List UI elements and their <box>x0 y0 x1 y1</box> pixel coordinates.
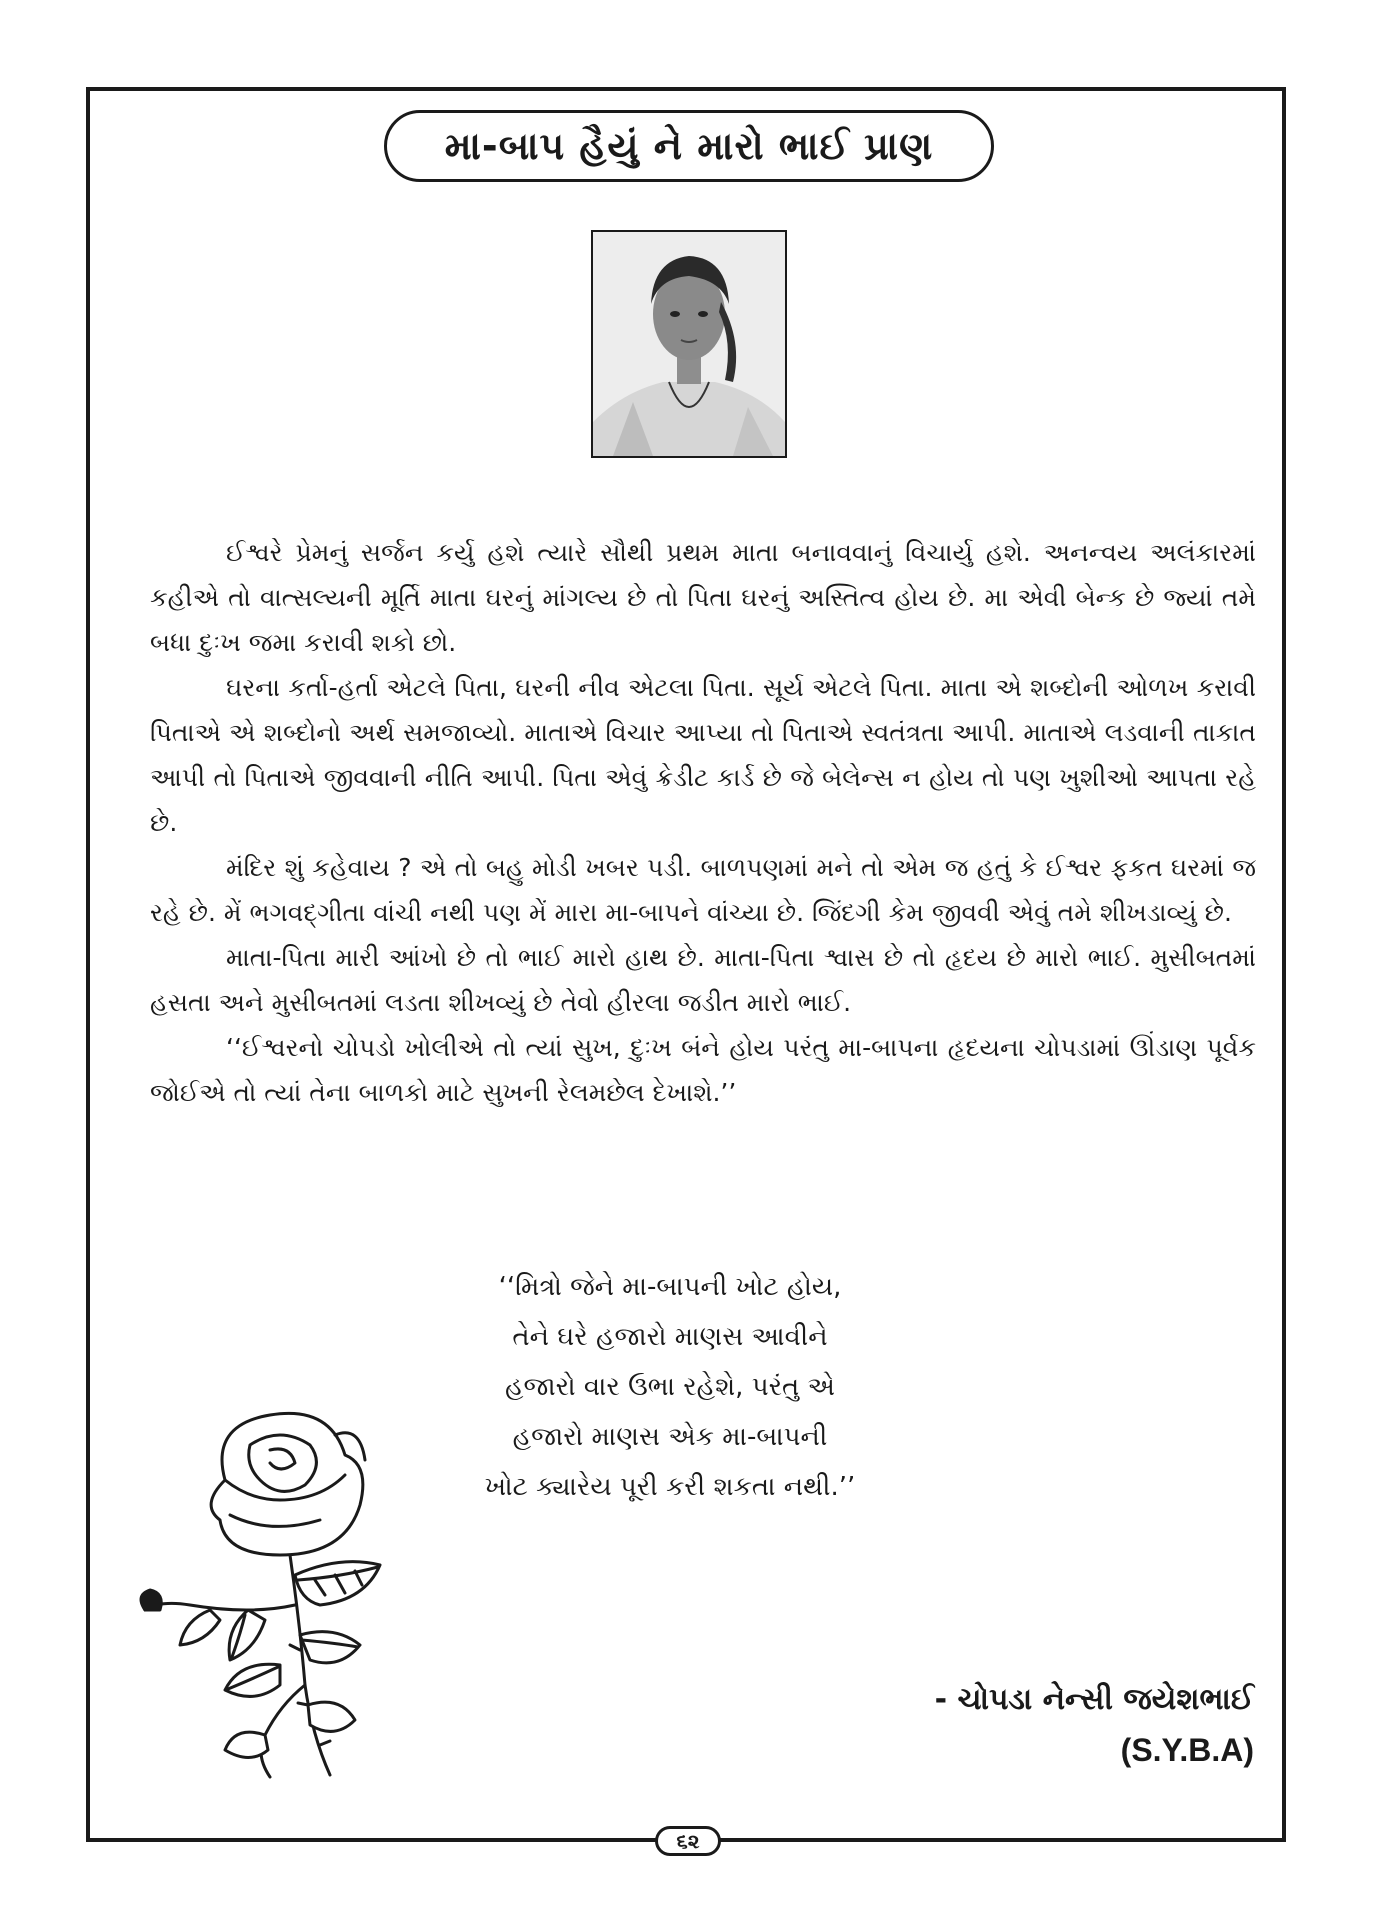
paragraph: ઘરના કર્તા-હર્તા એટલે પિતા, ઘરની નીવ એટલા પિતા. સૂર્ય એટલે પિતા. માતા એ શબ્દોની ઓળખ કરાવી પિતાએ એ શબ્દોનો અર્થ સમજાવ્યો. માતાએ વિચાર આપ્યા તો પિતાએ સ્વતંત્રતા આપી. માતાએ લડવાની તાકાત આપી તો પિતાએ જીવવાની નીતિ આપી. પિતા એવું ક્રેડીટ કાર્ડ છે જે બેલેન્સ ન હોય તો પણ ખુશીઓ આપતા રહે છે. <box>150 673 1256 837</box>
rose-illustration <box>130 1405 475 1785</box>
title-banner <box>384 110 994 182</box>
article-body <box>150 530 1256 1115</box>
page-title: મા-બાપ હૈયું ને મારો ભાઈ પ્રાણ <box>444 123 934 168</box>
poem-line: ખોટ ક્યારેય પૂરી કરી શકતા નથી.’’ <box>484 1472 856 1502</box>
poem <box>440 1262 900 1512</box>
poem-line: હજારો માણસ એક મા-બાપની <box>512 1422 828 1452</box>
page-number: ૬૨ <box>676 1829 700 1853</box>
author-photo <box>591 230 787 458</box>
paragraph: ઈશ્વરે પ્રેમનું સર્જન કર્યુ હશે ત્યારે સૌથી પ્રથમ માતા બનાવવાનું વિચાર્યુ હશે. અનન્વય અલંકારમાં કહીએ તો વાત્સલ્યની મૂર્તિ માતા ઘરનું માંગલ્ય છે તો પિતા ઘરનું અસ્તિત્વ હોય છે. મા એવી બેન્ક છે જ્યાં તમે બધા દુઃખ જમા કરાવી શકો છો. <box>150 538 1256 657</box>
page-number-badge <box>655 1826 721 1856</box>
portrait-image <box>593 232 785 456</box>
poem-line: હજારો વાર ઉભા રહેશે, પરંતુ એ <box>505 1372 835 1402</box>
poem-line: ‘‘મિત્રો જેને મા-બાપની ખોટ હોય, <box>498 1272 842 1302</box>
author-name: - ચોપડા નેન્સી જયેશભાઈ <box>934 1682 1254 1717</box>
poem-line: તેને ઘરે હજારો માણસ આવીને <box>512 1322 828 1352</box>
paragraph: ‘‘ઈશ્વરનો ચોપડો ખોલીએ તો ત્યાં સુખ, દુઃખ બંને હોય પરંતુ મા-બાપના હૃદયના ચોપડામાં ઊંડાણ પૂર્વક જોઈએ તો ત્યાં તેના બાળકો માટે સુખની રેલમછેલ દેખાશે.’’ <box>150 1033 1256 1107</box>
author-class: (S.Y.B.A) <box>1120 1732 1254 1768</box>
paragraph: માતા-પિતા મારી આંખો છે તો ભાઈ મારો હાથ છે. માતા-પિતા શ્વાસ છે તો હૃદય છે મારો ભાઈ. મુસીબતમાં હસતા અને મુસીબતમાં લડતા શીખવ્યું છે તેવો હીરલા જડીત મારો ભાઈ. <box>150 943 1256 1017</box>
paragraph: મંદિર શું કહેવાય ? એ તો બહુ મોડી ખબર પડી. બાળપણમાં મને તો એમ જ હતું કે ઈશ્વર ફકત ઘરમાં જ રહે છે. મેં ભગવદ્ગીતા વાંચી નથી પણ મેં મારા મા-બાપને વાંચ્યા છે. જિંદગી કેમ જીવવી એવું તમે શીખડાવ્યું છે. <box>150 853 1256 927</box>
